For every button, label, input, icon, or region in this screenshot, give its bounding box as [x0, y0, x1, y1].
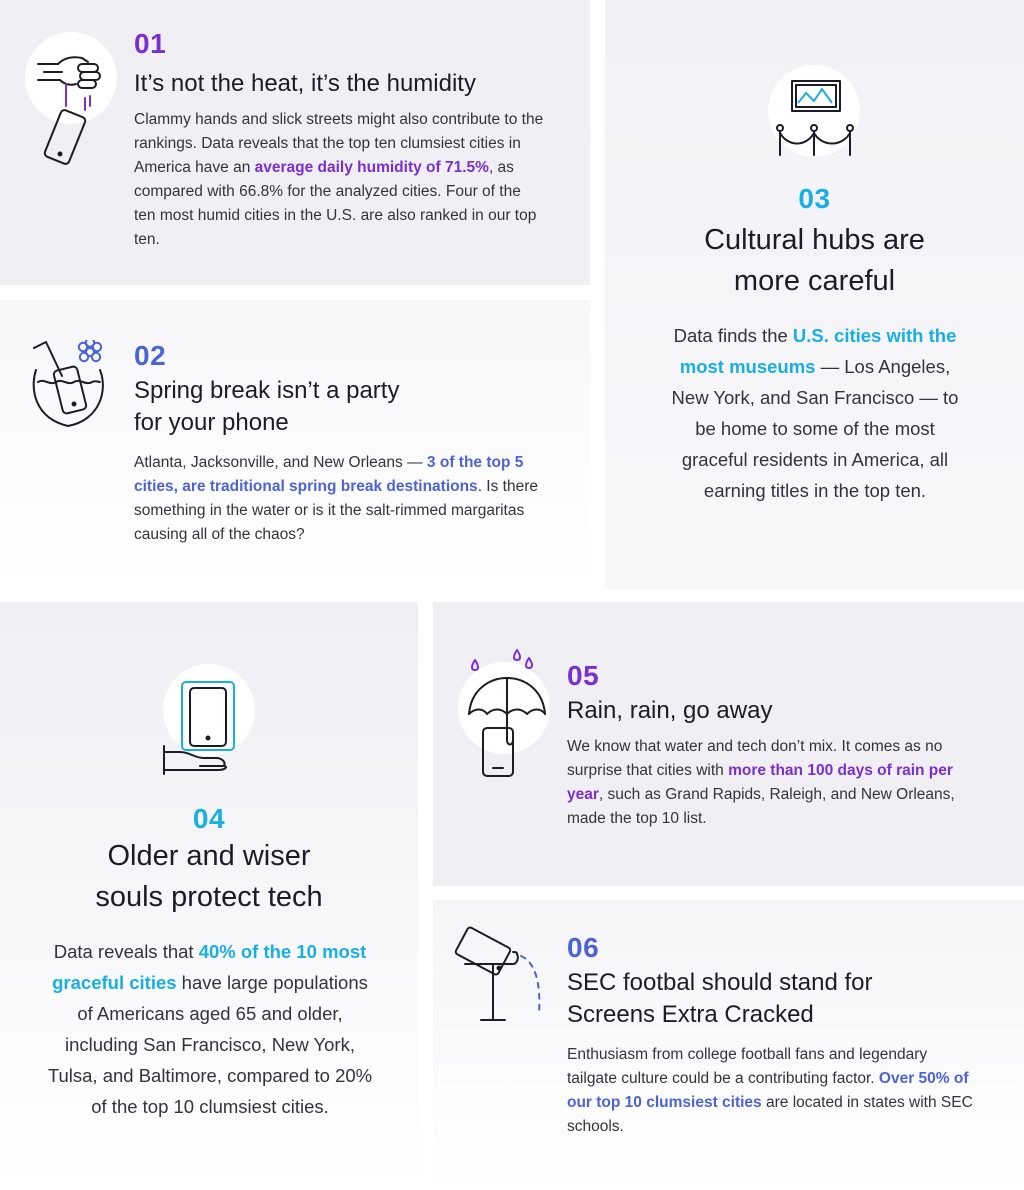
section-body: Enthusiasm from college football fans and legendary tailgate culture could be a contributing factor. Over 50% of our top 10 clumsiest cities are located in states with SEC schools. — [567, 1046, 973, 1135]
section-body: Data reveals that 40% of the 10 most graceful cities have large populations of Americans aged 65 and older, including San Francisco, New York, Tulsa, and Baltimore, compared to 20% of the top 10 clumsiest cities. — [47, 941, 373, 1117]
highlight: more than 100 days of rain per year — [567, 762, 953, 803]
section-cultural-hubs — [605, 0, 1024, 590]
hand-holding-phone-icon — [160, 680, 242, 780]
section-number: 04 — [192, 803, 226, 834]
section-title: Rain, rain, go away — [567, 697, 773, 724]
museum-painting-rope-icon — [772, 75, 858, 161]
section-number: 02 — [134, 340, 167, 371]
highlight: Over 50% of our top 10 clumsiest cities — [567, 1070, 969, 1111]
section-title: SEC footbal should stand for Screens Extra Cracked — [567, 969, 873, 1028]
section-body: We know that water and tech don’t mix. It comes as no surprise that cities with more than 100 days of rain per year, such as Grand Rapids, Raleigh, and New Orleans, made the top 10 list. — [567, 738, 955, 827]
highlight: average daily humidity of 71.5% — [254, 159, 489, 176]
section-number: 05 — [567, 660, 600, 691]
section-title: Older and wiser souls protect tech — [95, 840, 323, 913]
section-older-wiser — [0, 602, 418, 1190]
section-title: Spring break isn’t a party for your phone — [134, 377, 400, 436]
section-body: Data finds the U.S. cities with the most museums — Los Angeles, New York, and San Francisco — to be home to some of the most graceful residents in America, all earning titles in the top ten. — [671, 325, 959, 501]
section-body: Clammy hands and slick streets might also contribute to the rankings. Data reveals that the top ten clumsiest cities in America have an average daily humidity of 71.5%, as compared with 66.8% for the analyzed cities. Four of the ten most humid cities in the U.S. are also ranked in our top ten. — [134, 111, 544, 248]
section-humidity — [0, 0, 590, 285]
umbrella-over-phone-icon — [463, 648, 553, 780]
section-spring-break — [0, 300, 590, 590]
section-title: Cultural hubs are more careful — [704, 224, 925, 297]
highlight: 3 of the top 5 cities, are traditional spring break destinations — [134, 454, 524, 495]
section-rain — [433, 602, 1024, 886]
phone-falling-off-table-icon — [451, 922, 551, 1028]
phone-in-cocktail-glass-icon — [28, 340, 110, 440]
section-sec-football — [433, 900, 1024, 1190]
wet-hands-dropping-phone-icon — [30, 50, 110, 175]
section-number: 03 — [798, 183, 831, 214]
section-body: Atlanta, Jacksonville, and New Orleans — 3 of the top 5 cities, are traditional spring break destinations. Is there something in the water or is it the salt-rimmed margaritas causing all of the chaos? — [134, 454, 538, 543]
highlight: 40% of the 10 most graceful cities — [52, 941, 367, 993]
section-number: 01 — [134, 28, 167, 59]
highlight: U.S. cities with the most museums — [679, 325, 957, 377]
section-title: It’s not the heat, it’s the humidity — [134, 70, 476, 97]
section-number: 06 — [567, 932, 600, 963]
